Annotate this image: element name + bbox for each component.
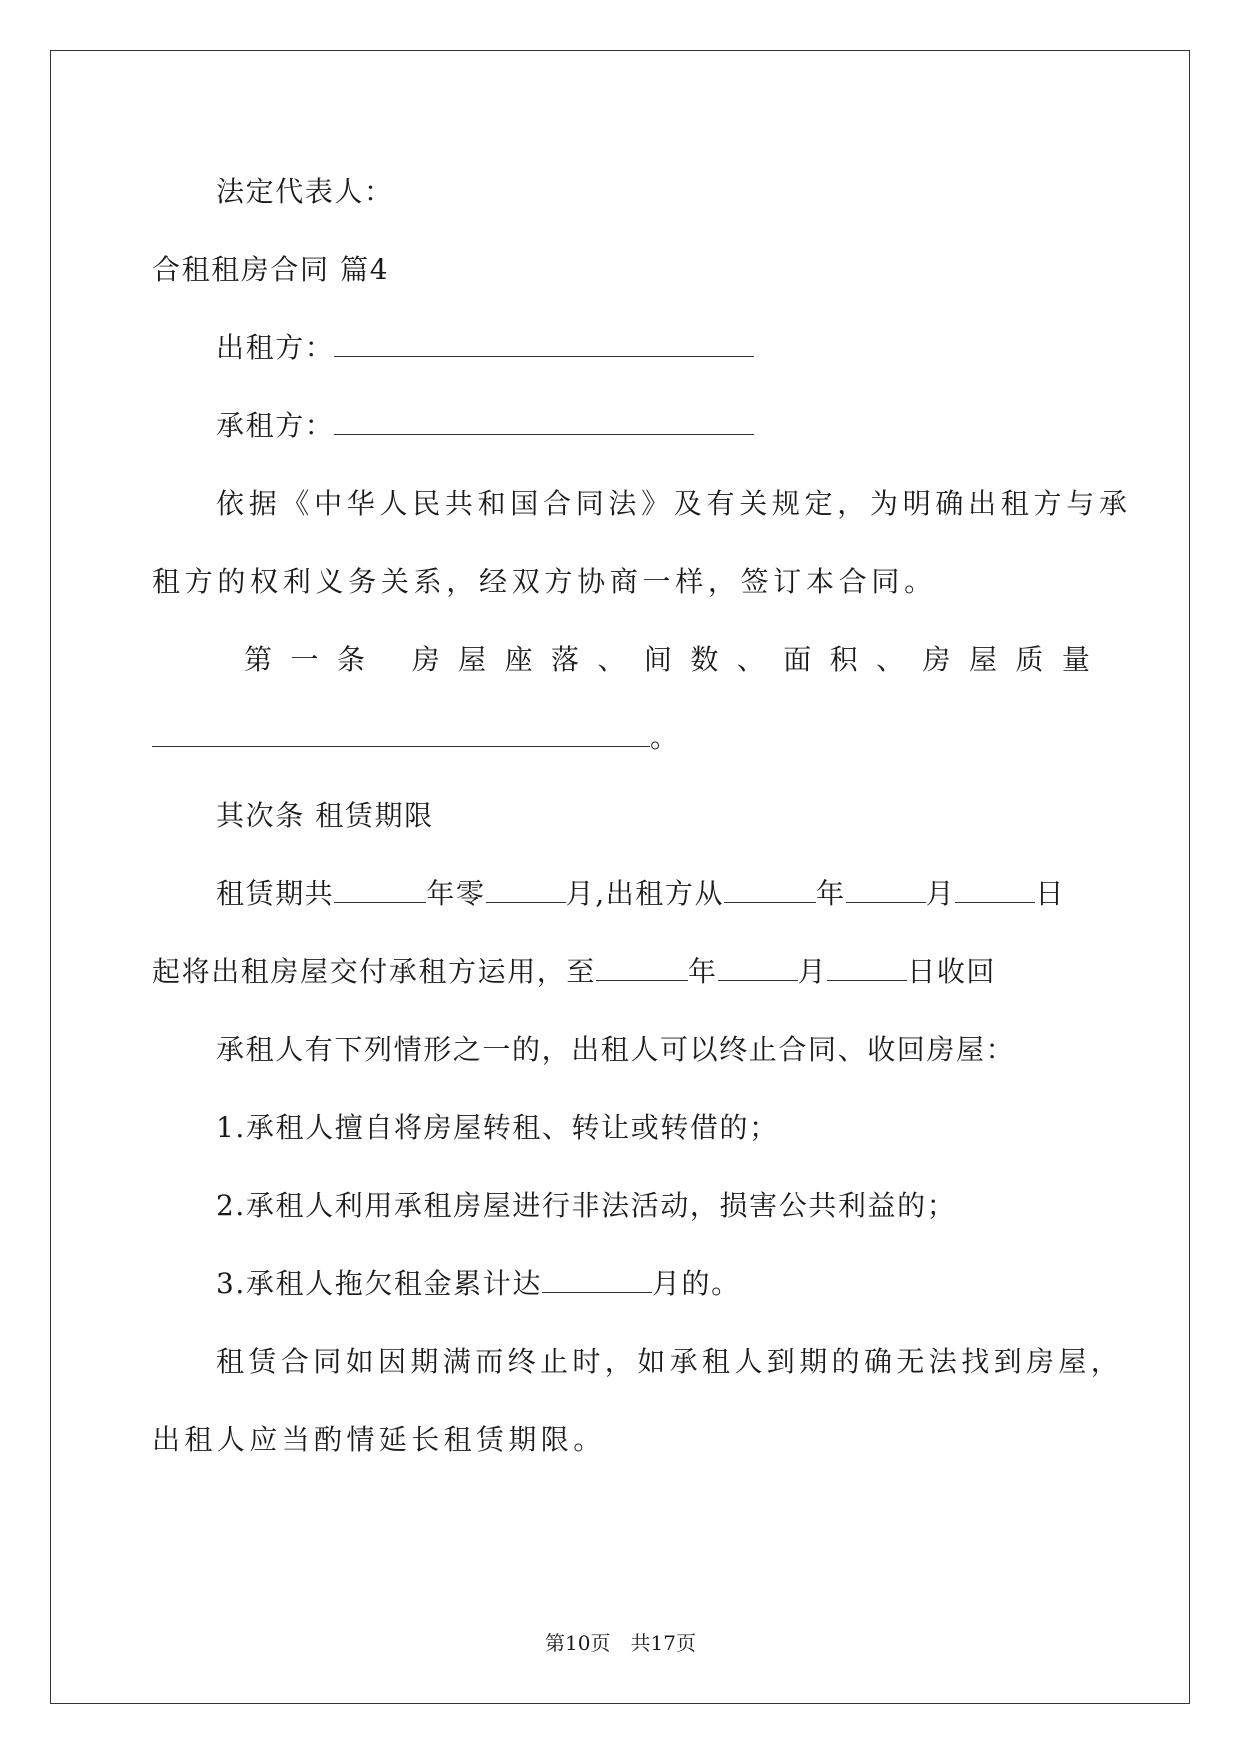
basis-paragraph-line1: 依据《中华人民共和国合同法》及有关规定，为明确出租方与承 — [216, 487, 1132, 520]
article-one-char: 积 — [829, 643, 858, 676]
article-one-char: 屋 — [458, 643, 487, 676]
lessor-line — [216, 328, 754, 368]
legal-rep-line: 法定代表人： — [216, 175, 394, 208]
term-text-d: 年 — [816, 877, 846, 910]
article-one-char: 一 — [290, 643, 319, 676]
end-year-blank — [596, 952, 688, 981]
lessor-blank — [334, 328, 754, 357]
term-line1 — [216, 874, 1065, 914]
article-one-char: 落 — [551, 643, 580, 676]
article-one-heading — [244, 640, 1090, 680]
lessor-label: 出租方： — [216, 331, 335, 364]
article-one-char: 、 — [597, 643, 626, 676]
end-month-blank — [718, 952, 798, 981]
article-one-gap — [383, 640, 393, 680]
article-one-char: 量 — [1061, 643, 1090, 676]
start-day-blank — [955, 874, 1035, 903]
years-blank — [334, 874, 426, 903]
term2-text-a: 起将出租房屋交付承租方运用，至 — [152, 955, 597, 988]
end-day-blank — [827, 952, 907, 981]
lessee-blank — [334, 406, 754, 435]
start-year-blank — [724, 874, 816, 903]
expiry-line2: 出租人应当酌情延长租赁期限。 — [152, 1423, 606, 1456]
lessee-label: 承租方： — [216, 409, 335, 442]
term-text-b: 年零 — [426, 877, 486, 910]
term2-text-c: 月 — [797, 955, 828, 988]
page-footer: 第10页 共17页 — [545, 1631, 696, 1655]
article-one-blank-line — [152, 718, 680, 758]
article-one-char: 数 — [690, 643, 719, 676]
article-one-char: 面 — [783, 643, 812, 676]
article-one-char: 屋 — [968, 643, 997, 676]
lessee-line — [216, 406, 754, 446]
article-two-heading: 其次条 租赁期限 — [216, 799, 434, 832]
clause-3 — [216, 1264, 741, 1304]
article-one-char: 房 — [922, 643, 951, 676]
article-one-char: 质 — [1015, 643, 1044, 676]
section-title: 合租租房合同 篇4 — [152, 253, 390, 286]
article-one-char: 房 — [411, 643, 440, 676]
term-text-f: 日 — [1035, 877, 1065, 910]
start-month-blank — [846, 874, 926, 903]
article-one-end: 。 — [650, 721, 680, 754]
clause-3-text-b: 月的。 — [651, 1267, 741, 1300]
term2-text-b: 年 — [688, 955, 718, 988]
basis-paragraph-line2: 租方的权利义务关系，经双方协商一样，签订本合同。 — [152, 565, 937, 598]
arrears-months-blank — [542, 1264, 652, 1293]
term-text-e: 月 — [925, 877, 956, 910]
article-one-char: 座 — [504, 643, 533, 676]
term-line2 — [152, 952, 996, 992]
clause-1: 1.承租人擅自将房屋转租、转让或转借的； — [216, 1111, 779, 1144]
termination-intro: 承租人有下列情形之一的，出租人可以终止合同、收回房屋： — [216, 1033, 1016, 1066]
clause-2: 2.承租人利用承租房屋进行非法活动，损害公共利益的； — [216, 1189, 957, 1222]
term-text-c: 月,出租方从 — [565, 877, 725, 910]
article-one-blank — [152, 718, 650, 747]
clause-3-text-a: 3.承租人拖欠租金累计达 — [216, 1267, 542, 1300]
months-blank — [486, 874, 566, 903]
article-one-char: 间 — [643, 643, 672, 676]
term2-text-d: 日收回 — [907, 955, 997, 988]
article-one-char: 、 — [736, 643, 765, 676]
article-one-char: 第 — [244, 643, 273, 676]
article-one-char: 条 — [336, 643, 365, 676]
article-one-char: 、 — [876, 643, 905, 676]
expiry-line1: 租赁合同如因期满而终止时，如承租人到期的确无法找到房屋， — [216, 1345, 1124, 1378]
term-text-a: 租赁期共 — [216, 877, 335, 910]
